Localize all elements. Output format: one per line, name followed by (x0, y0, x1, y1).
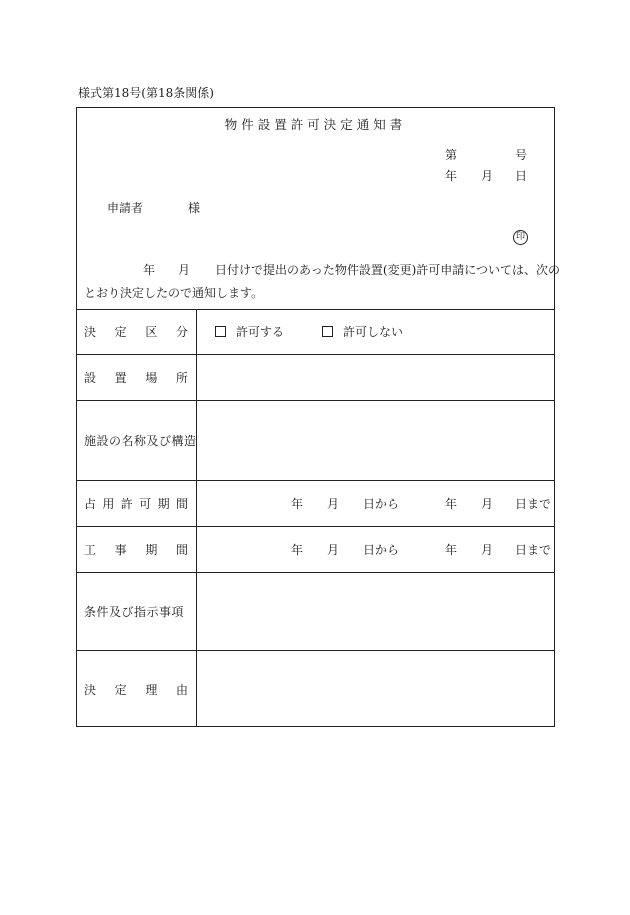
notice-form (76, 107, 561, 727)
seal-icon: 印 (513, 230, 528, 245)
occupancy-to-year: 年 (445, 497, 458, 511)
number-suffix: 号 (515, 148, 528, 162)
date-month: 月 (481, 169, 494, 183)
divider (77, 650, 554, 651)
divider (77, 526, 554, 527)
form-title: 物件設置許可決定通知書 (224, 117, 407, 132)
checkbox-icon[interactable] (215, 326, 226, 337)
occupancy-to-day: 日まで (515, 497, 552, 511)
divider (77, 572, 554, 573)
label-decision-category: 決 定 区 分 (84, 325, 188, 339)
construction-to-year: 年 (445, 543, 458, 557)
divider (77, 354, 554, 355)
number-prefix: 第 (445, 148, 458, 162)
label-facility: 施設の名称及び構造 (84, 434, 197, 448)
label-location: 設 置 場 所 (84, 371, 188, 385)
label-reason: 決 定 理 由 (84, 683, 188, 697)
label-occupancy-period: 占 用 許 可 期 間 (84, 497, 188, 511)
option-permit-label: 許可する (236, 325, 285, 339)
construction-from-month: 月 (327, 543, 340, 557)
body-year: 年 (143, 263, 156, 277)
applicant-honorific: 様 (188, 201, 201, 215)
date-day: 日 (515, 169, 528, 183)
body-month: 月 (178, 263, 191, 277)
date-year: 年 (445, 169, 458, 183)
occupancy-from-year: 年 (291, 497, 304, 511)
column-divider (196, 309, 197, 727)
construction-to-month: 月 (481, 543, 494, 557)
option-deny[interactable] (322, 325, 403, 339)
body-text-line2: とおり決定したので通知します。 (84, 286, 264, 300)
construction-to-day: 日まで (515, 543, 552, 557)
form-id: 様式第18号(第18条関係) (78, 86, 214, 100)
divider (77, 400, 554, 401)
checkbox-icon[interactable] (322, 326, 333, 337)
label-construction-period: 工 事 期 間 (84, 543, 188, 557)
construction-from-year: 年 (291, 543, 304, 557)
option-deny-label: 許可しない (343, 325, 404, 339)
divider (77, 480, 554, 481)
construction-from-day: 日から (363, 543, 400, 557)
label-conditions: 条件及び指示事項 (84, 605, 185, 619)
divider (77, 309, 554, 310)
occupancy-from-month: 月 (327, 497, 340, 511)
applicant-label: 申請者 (107, 201, 144, 215)
occupancy-from-day: 日から (363, 497, 400, 511)
occupancy-to-month: 月 (481, 497, 494, 511)
body-text-line1: 日付けで提出のあった物件設置(変更)許可申請については、次の (215, 263, 561, 277)
option-permit[interactable] (215, 325, 284, 339)
